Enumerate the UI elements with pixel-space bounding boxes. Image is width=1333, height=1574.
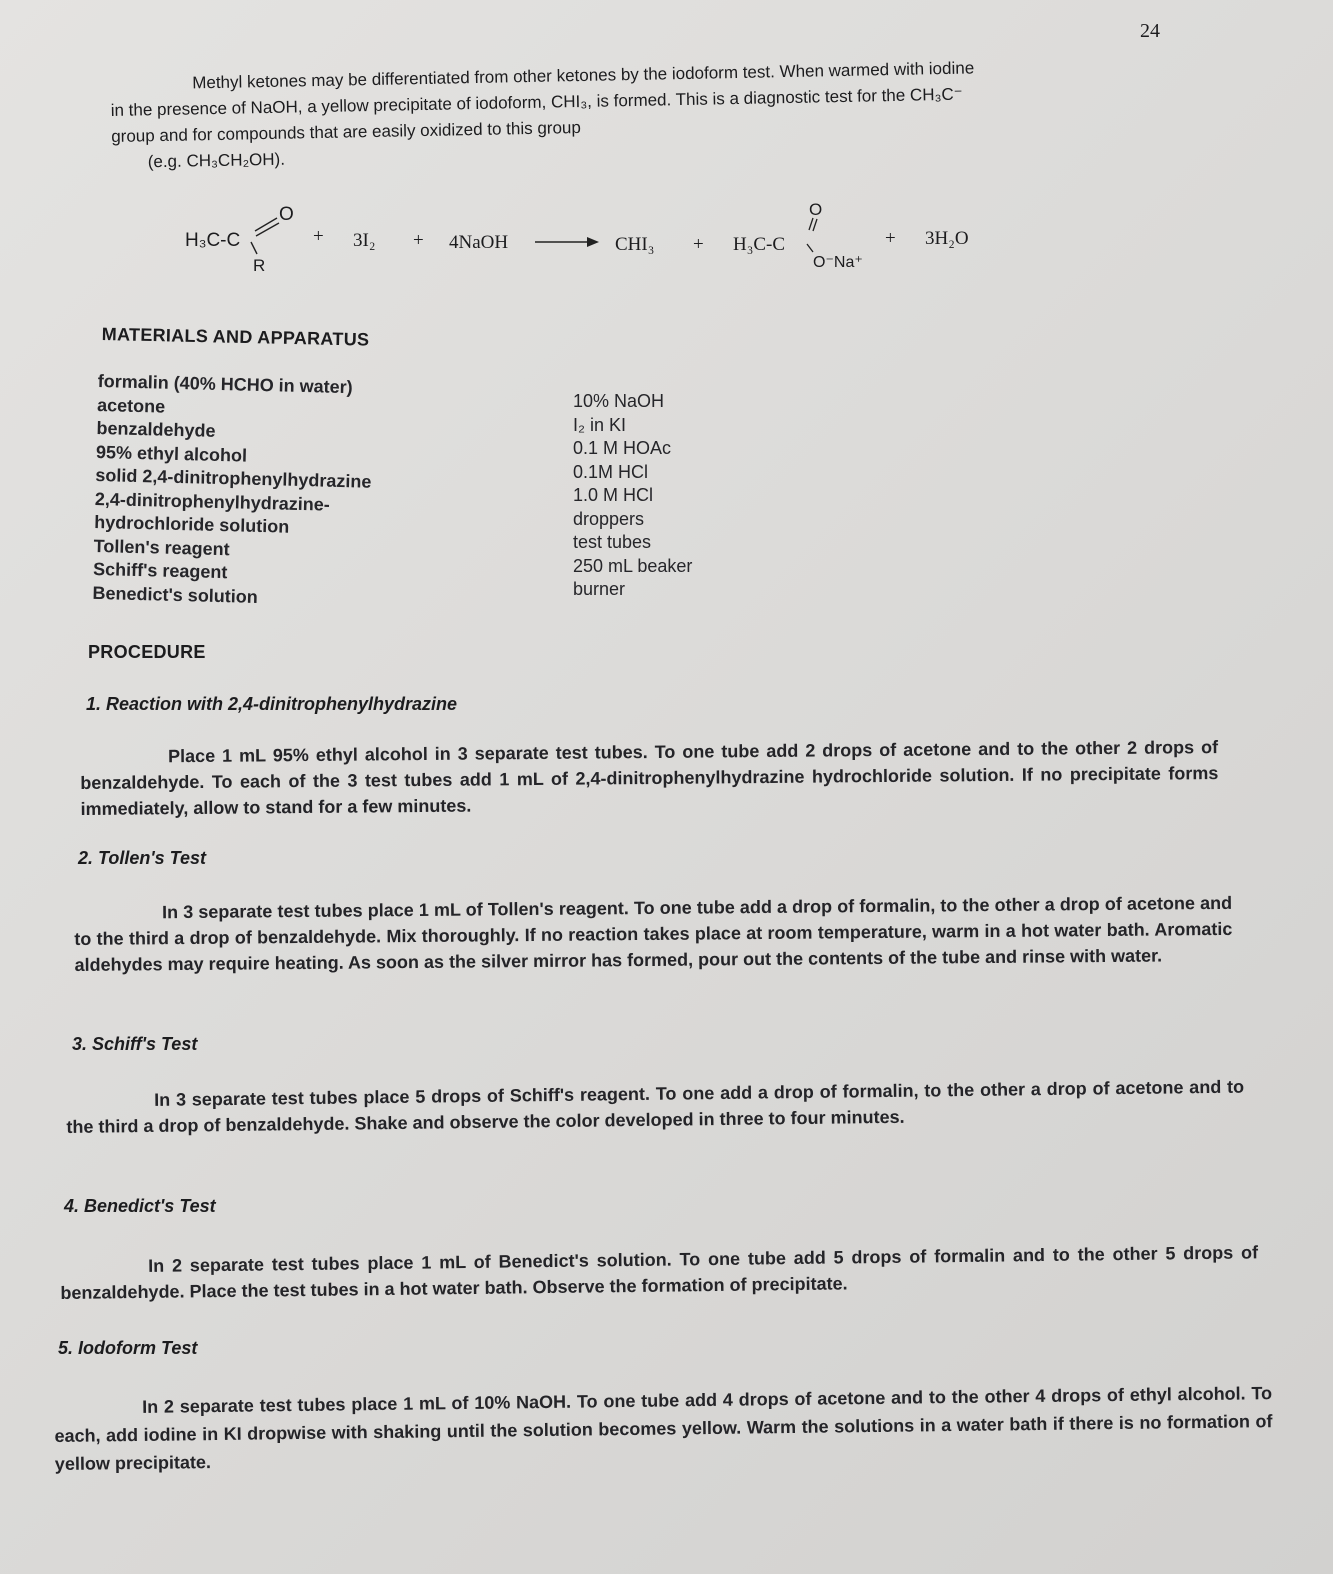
intro-line: Methyl ketones may be differentiated from other ketones by the iodoform test. When warmed with iodine (192, 58, 975, 93)
step-text: In 3 separate test tubes place 1 mL of Tollen's reagent. To one tube add a drop of formalin, to the other a drop of acetone and to the third a drop of benzaldehyde. Mix thoroughly. If no reaction takes place at room temperature, warm in a hot water bath. Aromatic aldehydes may require heating. As soon as the silver mirror has formed, pour out the contents of the tube and rinse with water. (74, 892, 1233, 975)
material-item: solid 2,4-dinitrophenylhydrazine (95, 464, 372, 492)
intro-line: (e.g. CH₃CH₂OH). (147, 149, 286, 172)
step-title: 3. Schiff's Test (72, 1034, 198, 1054)
intro-paragraph (110, 51, 1182, 176)
material-item: 1.0 M HCl (573, 485, 654, 505)
material-item: Schiff's reagent (92, 558, 228, 583)
step-title: 1. Reaction with 2,4-dinitrophenylhydrazine (86, 694, 458, 714)
material-item: 2,4-dinitrophenylhydrazine- (94, 488, 331, 515)
ketone-formula: H₃C-C (185, 230, 241, 251)
material-item: Benedict's solution (92, 582, 259, 607)
iodoform-product: CHI₃ (615, 234, 655, 255)
acetate-oxygen: O (809, 200, 823, 219)
step-title: 4. Benedict's Test (64, 1196, 216, 1216)
water-product: 3H₂O (925, 228, 969, 249)
material-item: 0.1 M HOAc (573, 438, 672, 458)
material-item: formalin (40% HCHO in water) (97, 370, 353, 398)
plus-sign: + (313, 226, 324, 247)
material-item: acetone (96, 394, 166, 417)
material-item: I₂ in KI (573, 414, 627, 435)
material-item: benzaldehyde (96, 417, 216, 441)
plus-sign: + (693, 234, 704, 255)
material-item: hydrochloride solution (94, 511, 290, 537)
material-item: Tollen's reagent (93, 535, 230, 559)
procedure-heading: PROCEDURE (88, 642, 206, 662)
intro-line: in the presence of NaOH, a yellow precipitate of iodoform, CHI₃, is formed. This is a diagnostic test for the CH₃C⁻ (110, 84, 963, 120)
iodine-reagent: 3I₂ (353, 230, 376, 251)
materials-list-left (92, 370, 374, 612)
step-paragraph (80, 734, 1219, 822)
step-title: 5. Iodoform Test (58, 1338, 198, 1358)
material-item: test tubes (573, 532, 652, 552)
step-text: In 3 separate test tubes place 5 drops of Schiff's reagent. To one add a drop of formalin, to the other a drop of acetone and to the third a drop of benzaldehyde. Shake and observe the color developed in three to four minutes. (66, 1076, 1245, 1137)
step-title: 2. Tollen's Test (78, 848, 206, 868)
step-paragraph (74, 890, 1233, 978)
acetate-formula: H₃C-C (733, 234, 786, 255)
sodium-hydroxide-reagent: 4NaOH (449, 232, 509, 253)
materials-heading: MATERIALS AND APPARATUS (101, 324, 370, 350)
material-item: 0.1M HCl (573, 461, 649, 482)
step-text: In 2 separate test tubes place 1 mL of Benedict's solution. To one tube add 5 drops of formalin and to the other 5 drops of benzaldehyde. Place the test tubes in a hot water bath. Observe the formation of precipitate. (60, 1242, 1259, 1303)
material-item: 250 mL beaker (573, 555, 693, 576)
step-text: Place 1 mL 95% ethyl alcohol in 3 separate test tubes. To one tube add 2 drops of acetone and to the other 2 drops of benzaldehyde. To each of the 3 test tubes add 1 mL of 2,4-dinitrophenylhydrazine hydrochloride solution. If no precipitate forms immediately, allow to stand for a few minutes. (80, 737, 1219, 819)
plus-sign: + (413, 230, 424, 251)
step-paragraph (66, 1074, 1245, 1140)
materials-list-right (573, 390, 692, 602)
material-item: droppers (573, 508, 645, 529)
material-item: burner (573, 579, 626, 599)
step-text: In 2 separate test tubes place 1 mL of 10% NaOH. To one tube add 4 drops of acetone and to the other 4 drops of ethyl alcohol. To each, add iodine in KI dropwise with shaking until the solution becomes yellow. Warm the solutions in a water bath if there is no formation of yellow precipitate. (54, 1383, 1273, 1474)
material-item: 10% NaOH (573, 391, 665, 411)
material-item: 95% ethyl alcohol (95, 441, 248, 466)
acetate-sodium-salt: O⁻Na⁺ (813, 254, 863, 271)
step-paragraph (60, 1239, 1259, 1306)
step-paragraph (54, 1379, 1273, 1478)
ketone-r-group: R (253, 256, 266, 275)
iodoform-reaction-equation (185, 198, 1015, 288)
ketone-oxygen: O (279, 204, 294, 225)
page-number: 24 (1140, 20, 1160, 42)
plus-sign: + (885, 228, 896, 249)
intro-line: group and for compounds that are easily oxidized to this group (111, 117, 582, 146)
